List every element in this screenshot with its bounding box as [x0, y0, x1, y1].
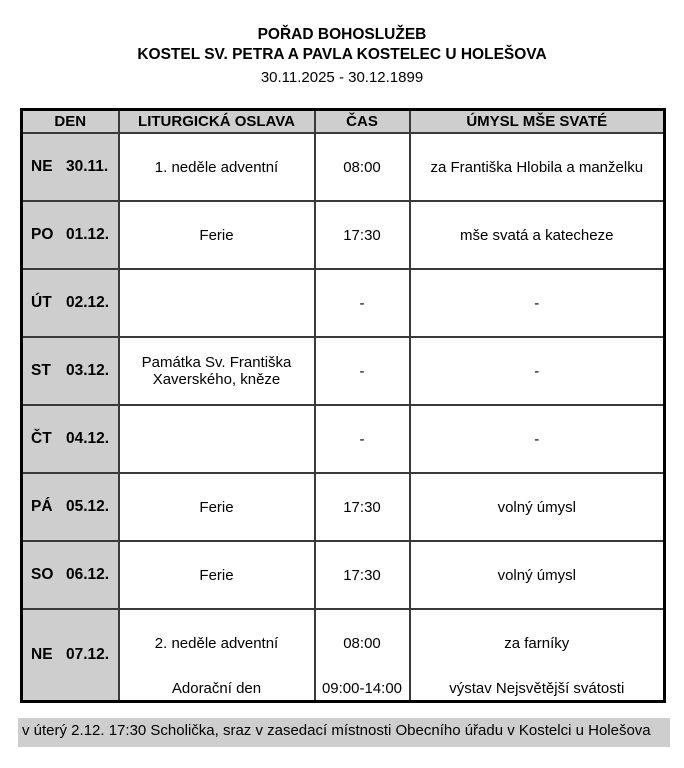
day-abbr: ÚT [31, 294, 52, 312]
header-row [22, 109, 665, 133]
time-cell: 17:30 [315, 473, 410, 541]
table-row [22, 201, 665, 269]
footer-note: v úterý 2.12. 17:30 Scholička, sraz v zasedací místnosti Obecního úřadu v Kostelci u Holešova [18, 718, 670, 746]
time-cell: 17:30 [315, 541, 410, 609]
day-abbr: ČT [31, 430, 52, 448]
day-cell [22, 133, 119, 201]
day-date: 07.12. [66, 646, 110, 664]
day-abbr: PÁ [31, 498, 53, 516]
intention-cell: mše svatá a katecheze [410, 201, 665, 269]
intention-cell: - [410, 405, 665, 473]
day-abbr: SO [31, 566, 54, 584]
intention-primary: za farníky [504, 634, 570, 652]
day-cell [22, 201, 119, 269]
intention-cell: - [410, 269, 665, 337]
day-cell [22, 269, 119, 337]
intention-cell: volný úmysl [410, 541, 665, 609]
document-title: POŘAD BOHOSLUŽEB [257, 26, 427, 43]
celebration-primary: 2. neděle adventní [154, 634, 279, 652]
day-abbr: ST [31, 362, 51, 380]
table-header [22, 109, 665, 133]
day-cell [22, 473, 119, 541]
schedule-table [20, 108, 666, 704]
intention-secondary: výstav Nejsvětější svátosti [449, 680, 625, 698]
day-cell [22, 609, 119, 702]
time-cell [315, 609, 410, 702]
column-header-oslava: LITURGICKÁ OSLAVA [119, 109, 315, 133]
table-row [22, 405, 665, 473]
time-cell: 08:00 [315, 133, 410, 201]
intention-cell: za Františka Hlobila a manželku [410, 133, 665, 201]
day-cell [22, 541, 119, 609]
date-range: 30.11.2025 - 30.12.1899 [260, 68, 424, 86]
celebration-cell: Ferie [119, 541, 315, 609]
intention-cell: volný úmysl [410, 473, 665, 541]
table-row [22, 269, 665, 337]
celebration-cell: Památka Sv. Františka Xaverského, kněze [119, 337, 315, 405]
time-cell: 17:30 [315, 201, 410, 269]
day-abbr: NE [31, 158, 53, 176]
day-date: 04.12. [66, 430, 110, 448]
celebration-cell: Ferie [119, 473, 315, 541]
intention-cell: - [410, 337, 665, 405]
celebration-cell [119, 269, 315, 337]
title-block [0, 25, 684, 87]
day-cell [22, 405, 119, 473]
day-date: 02.12. [66, 294, 110, 312]
celebration-cell [119, 405, 315, 473]
day-date: 01.12. [66, 226, 110, 244]
day-date: 03.12. [66, 362, 110, 380]
day-date: 05.12. [66, 498, 110, 516]
celebration-cell [119, 609, 315, 702]
day-abbr: NE [31, 646, 53, 664]
table-row [22, 609, 665, 702]
time-secondary: 09:00-14:00 [321, 680, 403, 698]
intention-cell [410, 609, 665, 702]
column-header-den: DEN [22, 109, 119, 133]
column-header-umysl: ÚMYSL MŠE SVATÉ [410, 109, 665, 133]
day-date: 06.12. [66, 566, 110, 584]
table-row [22, 473, 665, 541]
time-primary: 08:00 [343, 634, 381, 652]
day-abbr: PO [31, 226, 54, 244]
celebration-secondary: Adorační den [171, 680, 262, 698]
table-row [22, 133, 665, 201]
table-row [22, 541, 665, 609]
column-header-cas: ČAS [315, 109, 410, 133]
church-name: KOSTEL SV. PETRA A PAVLA KOSTELEC U HOLEŠOVA [137, 45, 547, 63]
day-date: 30.11. [66, 158, 109, 176]
time-cell: - [315, 405, 410, 473]
day-cell [22, 337, 119, 405]
time-cell: - [315, 269, 410, 337]
celebration-cell: Ferie [119, 201, 315, 269]
time-cell: - [315, 337, 410, 405]
table-row [22, 337, 665, 405]
celebration-cell: 1. neděle adventní [119, 133, 315, 201]
